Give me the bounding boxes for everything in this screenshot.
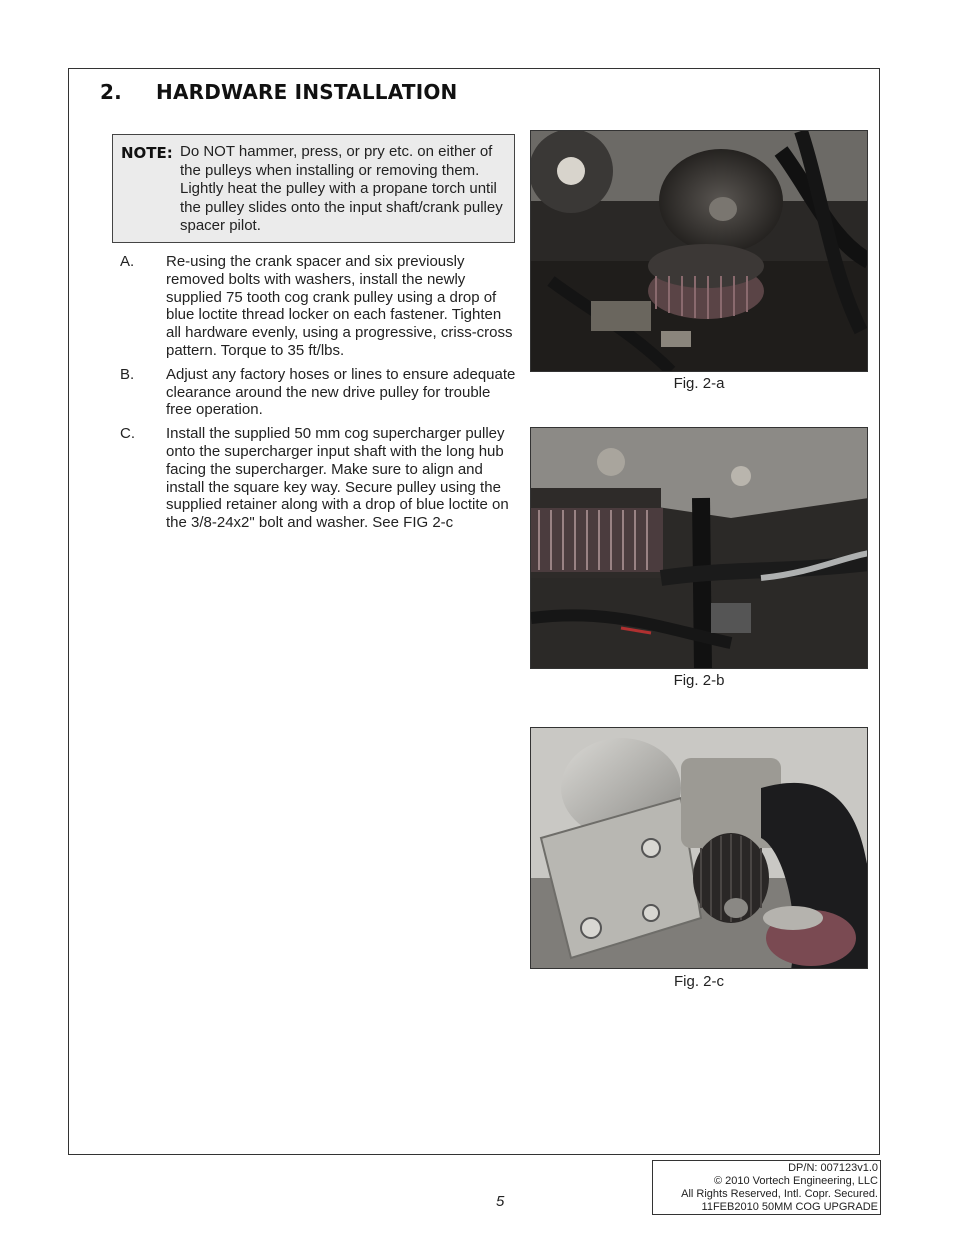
step-c <box>120 425 520 532</box>
footer-copyright: © 2010 Vortech Engineering, LLC <box>713 1175 878 1187</box>
note-label: NOTE: <box>121 144 173 162</box>
figure-2b-photo <box>530 427 868 669</box>
figure-2a-photo <box>530 130 868 372</box>
step-b <box>120 366 520 419</box>
step-a <box>120 253 520 360</box>
figure-2c-caption: Fig. 2-c <box>673 973 724 990</box>
note-box <box>112 134 515 243</box>
instruction-steps <box>120 253 520 538</box>
step-text: Re-using the crank spacer and six previously removed bolts with washers, install the newly supplied 75 tooth cog crank pulley using a drop of blue loctite thread locker on each fastener. Tighten all hardware evenly, using a progressive, criss-cross pattern. Torque to 35 ft/lbs. <box>166 253 513 359</box>
section-title: HARDWARE INSTALLATION <box>156 80 458 104</box>
footer-document-id: 11FEB2010 50MM COG UPGRADE <box>701 1201 878 1213</box>
step-letter: B. <box>120 365 135 383</box>
supercharger-pulley-photo <box>531 728 868 969</box>
pulley-clearance-photo <box>531 428 868 669</box>
step-text: Adjust any factory hoses or lines to ensure adequate clearance around the new drive pulley for trouble free operation. <box>166 365 516 419</box>
page-number: 5 <box>496 1193 505 1210</box>
engine-crank-pulley-photo <box>531 131 868 372</box>
section-heading <box>100 80 457 104</box>
note-text: Do NOT hammer, press, or pry etc. on either of the pulleys when installing or removing them. Lightly heat the pulley with a propane torch until the pulley slides onto the input shaft/crank pulley spacer pilot. <box>180 143 503 234</box>
footer-rights: All Rights Reserved, Intl. Copr. Secured. <box>681 1188 878 1200</box>
figure-2a-caption: Fig. 2-a <box>673 375 725 392</box>
footer-info-box <box>652 1160 881 1215</box>
figure-2c-photo <box>530 727 868 969</box>
footer-part-number: DP/N: 007123v1.0 <box>788 1162 878 1174</box>
step-letter: C. <box>120 425 135 443</box>
figure-2b-caption: Fig. 2-b <box>673 672 725 689</box>
step-letter: A. <box>120 253 135 270</box>
step-text: Install the supplied 50 mm cog supercharger pulley onto the supercharger input shaft with the long hub facing the supercharger. Make sure to align and install the square key way. Secure pulley using the supplied retainer along with a drop of blue loctite on the 3/8-24x2" bolt and washer. See FIG 2-c <box>166 425 509 532</box>
section-number: 2. <box>100 80 122 104</box>
